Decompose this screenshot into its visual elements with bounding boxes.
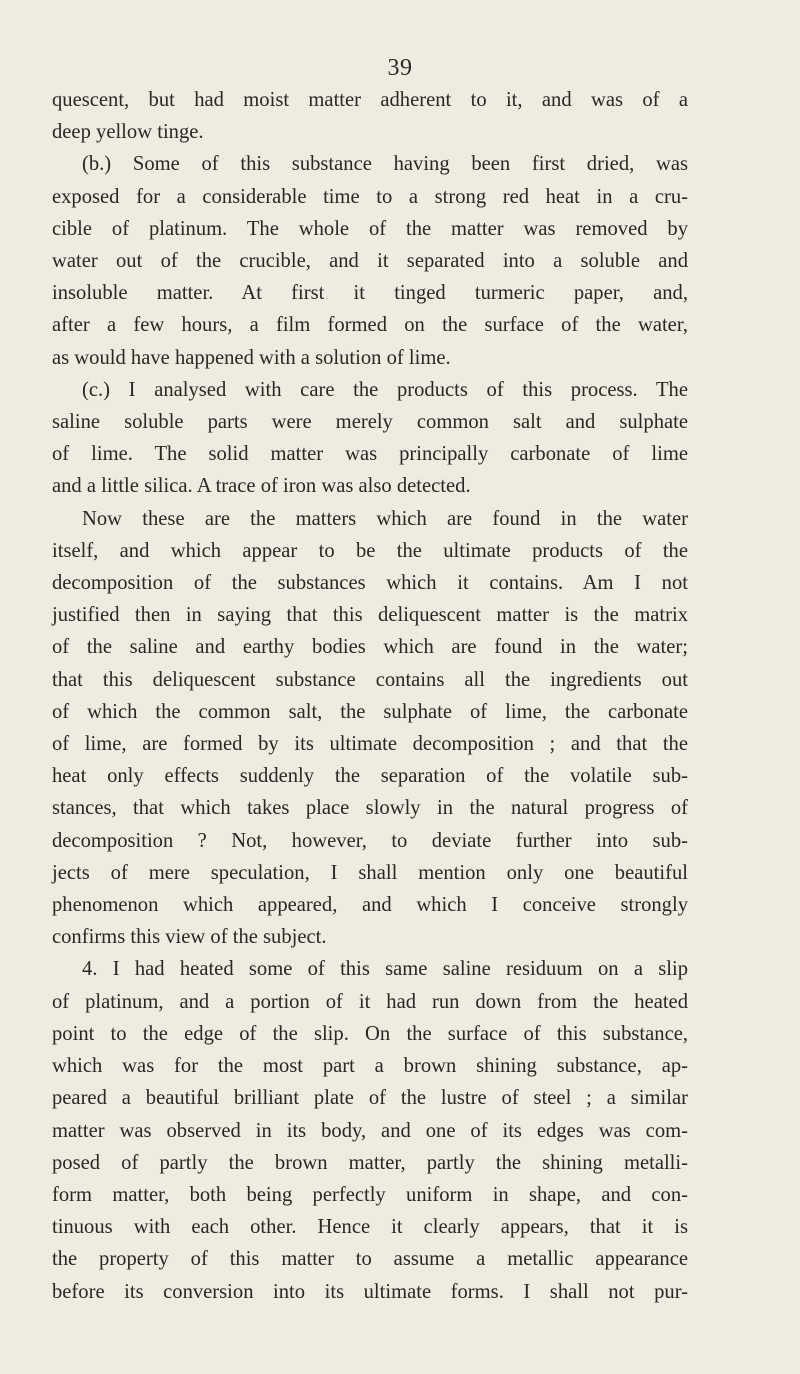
text-line: of platinum, and a portion of it had run down from the heated: [52, 990, 688, 1013]
text-line: cible of platinum. The whole of the matter was removed by: [52, 217, 688, 240]
page-number: 39: [387, 55, 413, 81]
text-line: saline soluble parts were merely common salt and sulphate: [52, 411, 688, 434]
text-line: jects of mere speculation, I shall mention only one beautiful: [52, 861, 688, 884]
text-line: decomposition ? Not, however, to deviate further into sub-: [52, 829, 688, 852]
text-line: which was for the most part a brown shining substance, ap-: [52, 1055, 688, 1078]
text-line: phenomenon which appeared, and which I conceive strongly: [52, 894, 688, 917]
text-line: (b.) Some of this substance having been first dried, was: [82, 153, 688, 176]
text-line: deep yellow tinge.: [52, 121, 204, 144]
text-line: Now these are the matters which are found in the water: [82, 507, 688, 530]
body-text: [52, 84, 688, 1308]
text-line: point to the edge of the slip. On the surface of this substance,: [52, 1022, 688, 1045]
text-line: stances, that which takes place slowly in the natural progress of: [52, 797, 688, 820]
text-line: water out of the crucible, and it separated into a soluble and: [52, 250, 688, 273]
text-line: that this deliquescent substance contains all the ingredients out: [52, 668, 688, 691]
text-line: itself, and which appear to be the ultimate products of the: [52, 539, 688, 562]
text-line: of the saline and earthy bodies which are found in the water;: [52, 636, 688, 659]
text-line: justified then in saying that this deliquescent matter is the matrix: [52, 604, 688, 627]
text-line: and a little silica. A trace of iron was also detected.: [52, 475, 471, 498]
text-line: posed of partly the brown matter, partly the shining metalli-: [52, 1151, 688, 1174]
text-line: quescent, but had moist matter adherent to it, and was of a: [52, 89, 688, 111]
text-line: peared a beautiful brilliant plate of the lustre of steel ; a similar: [52, 1087, 688, 1110]
text-line: after a few hours, a film formed on the surface of the water,: [52, 314, 688, 337]
text-line: form matter, both being perfectly uniform in shape, and con-: [52, 1183, 688, 1206]
text-line: of which the common salt, the sulphate of lime, the carbonate: [52, 700, 688, 723]
text-line: the property of this matter to assume a metallic appearance: [52, 1248, 688, 1271]
text-line: of lime. The solid matter was principally carbonate of lime: [52, 443, 688, 466]
text-line: heat only effects suddenly the separation of the volatile sub-: [52, 765, 688, 788]
text-line: of lime, are formed by its ultimate decomposition ; and that the: [52, 733, 688, 756]
text-line: matter was observed in its body, and one of its edges was com-: [52, 1119, 688, 1142]
text-line: (c.) I analysed with care the products of this process. The: [82, 378, 688, 401]
text-line: 4. I had heated some of this same saline residuum on a slip: [82, 958, 688, 981]
text-line: tinuous with each other. Hence it clearly appears, that it is: [52, 1216, 688, 1239]
text-line: confirms this view of the subject.: [52, 926, 327, 949]
text-line: as would have happened with a solution of lime.: [52, 346, 451, 369]
text-line: before its conversion into its ultimate forms. I shall not pur-: [52, 1280, 688, 1303]
text-line: exposed for a considerable time to a strong red heat in a cru-: [52, 185, 688, 208]
text-line: insoluble matter. At first it tinged turmeric paper, and,: [52, 282, 688, 305]
text-line: decomposition of the substances which it contains. Am I not: [52, 572, 688, 595]
